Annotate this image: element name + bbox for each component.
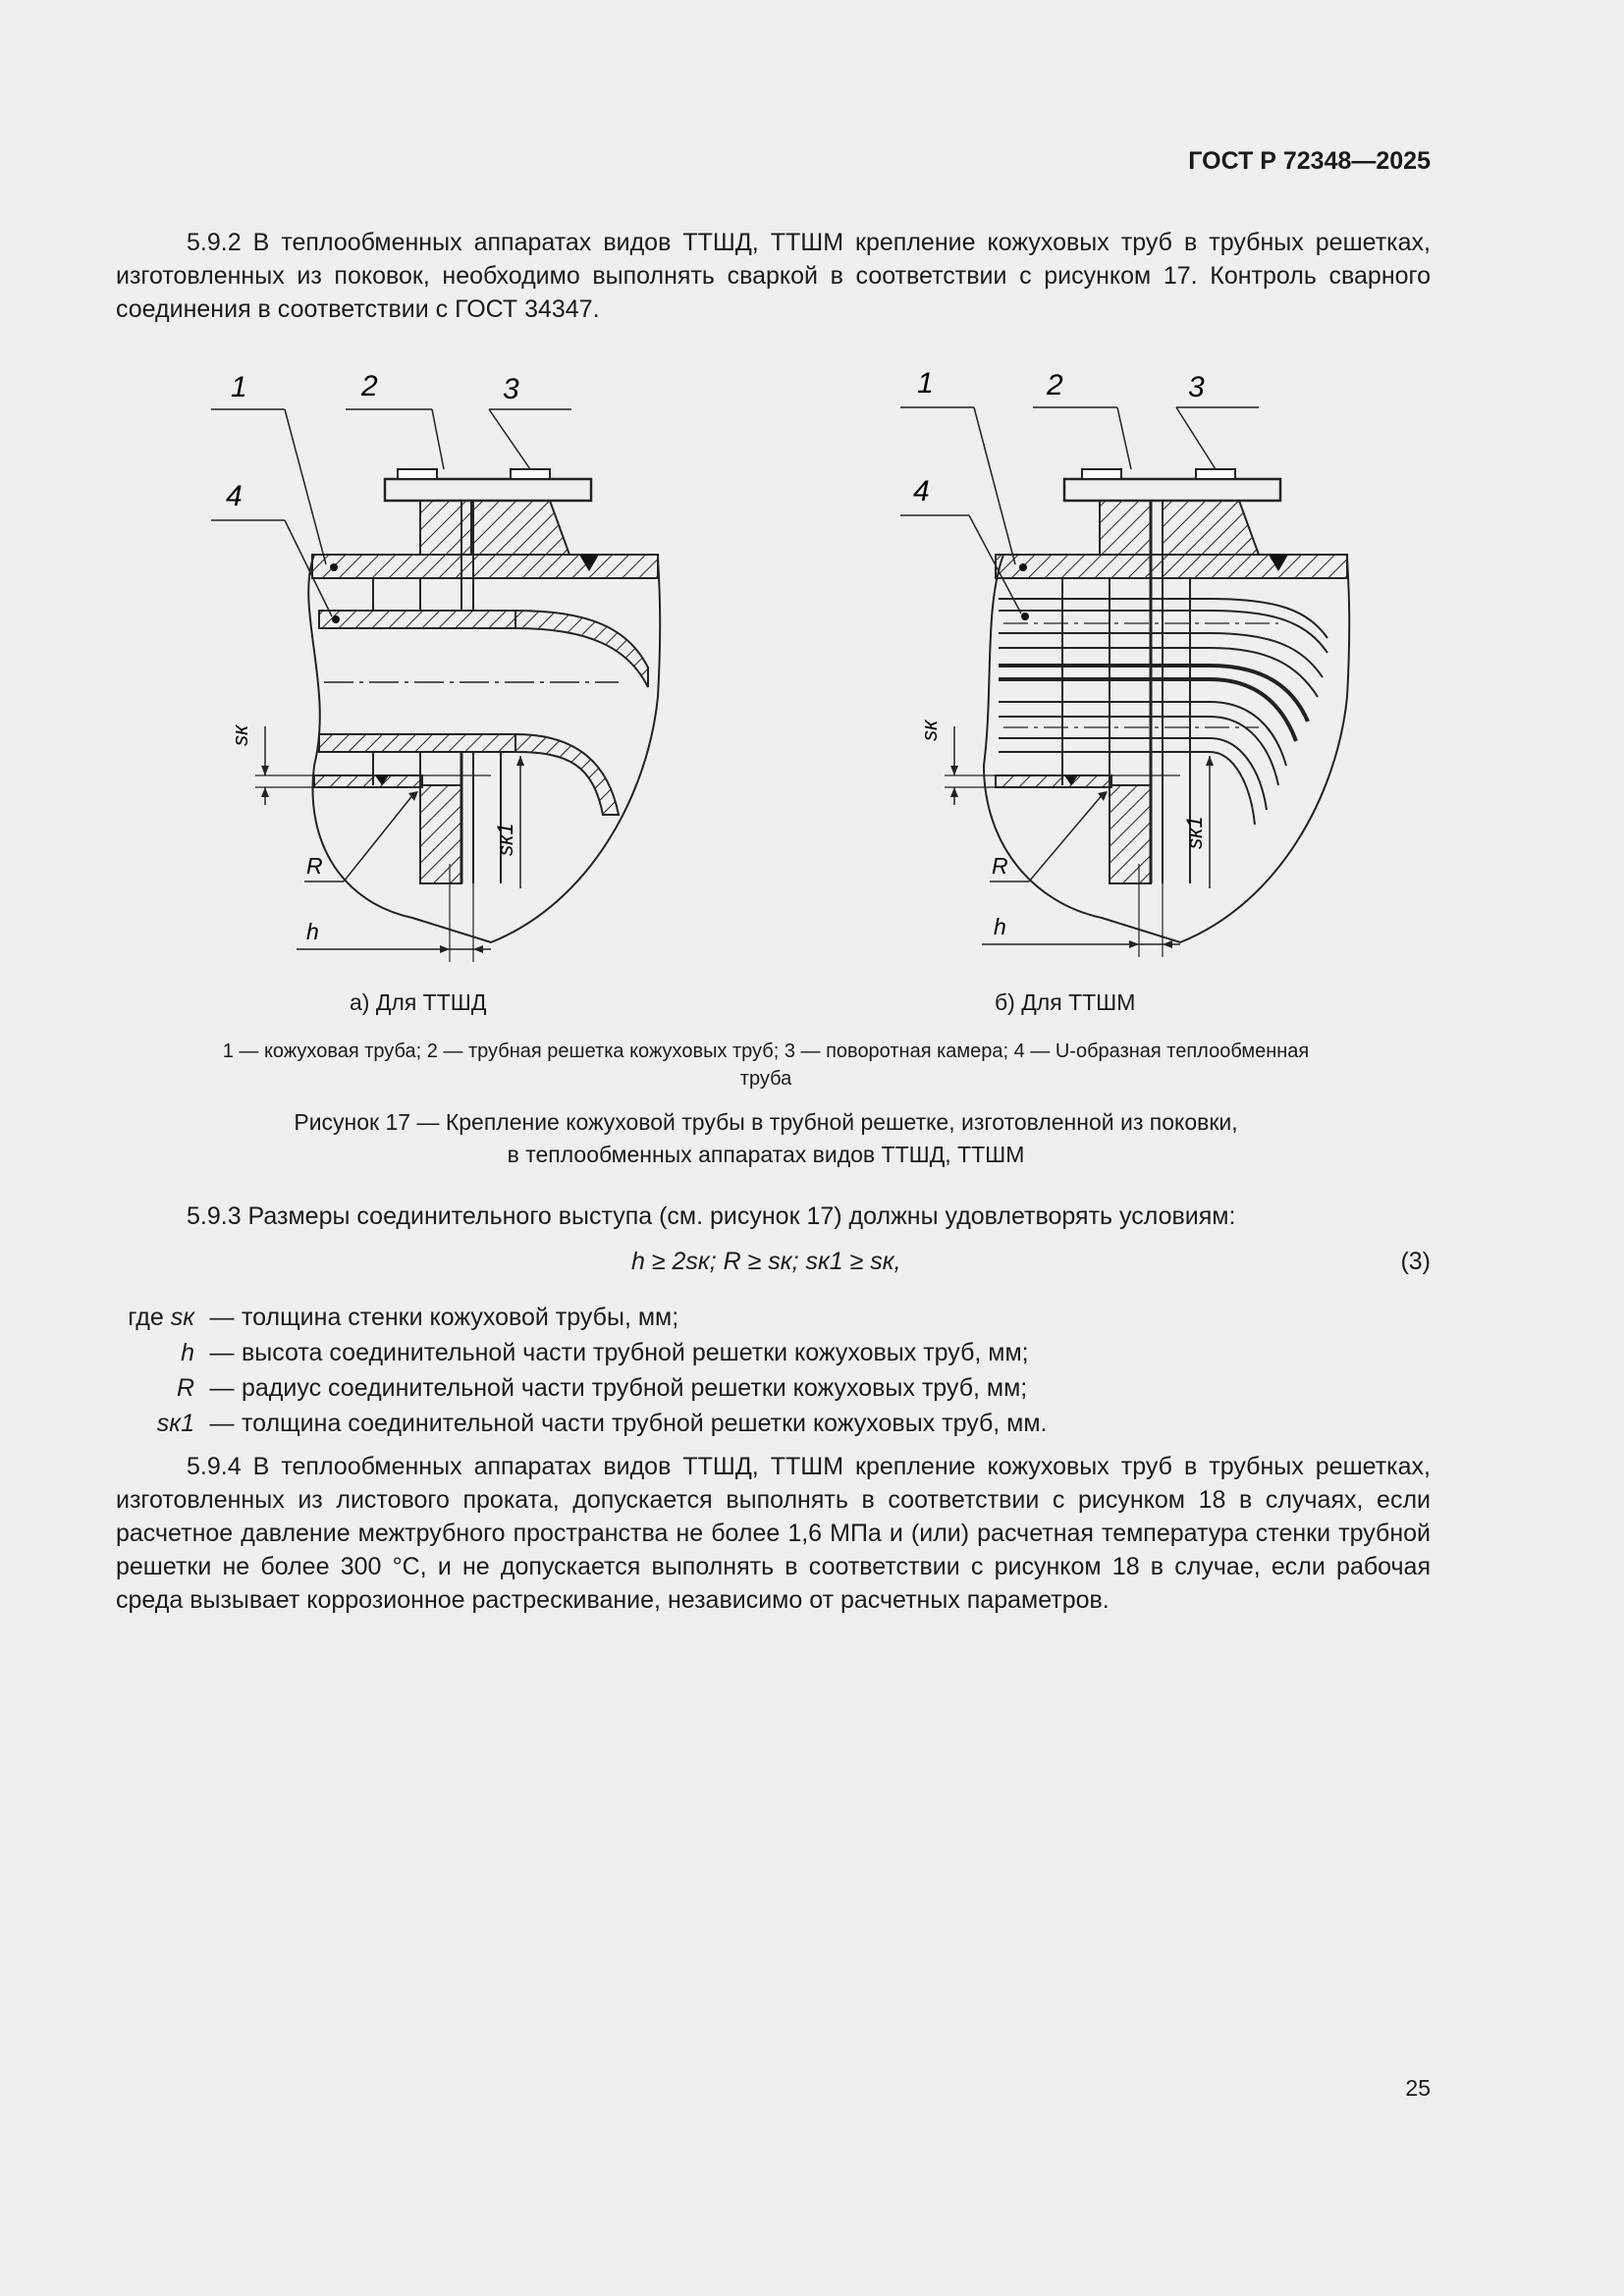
dash: — [209,1304,235,1331]
left-dim-sk1: sк1 [493,823,517,856]
left-dim-h: h [306,919,319,944]
symbol-sk1: sк1 [156,1410,194,1437]
symbol-r: R [176,1374,194,1402]
definition-symbol [116,1300,202,1335]
document-header: ГОСТ Р 72348—2025 [1188,147,1431,175]
paragraph-5-9-2-text: 5.9.2 В теплообменных аппаратах видов ТТШД, ТТШМ крепление кожуховых труб в трубных решетках, изготовленных из поковок, необходимо выполнять сваркой в соответствии с рисунком 17. Контроль сварного соединения в соответствии с ГОСТ 34347. [116,229,1431,323]
left-label-4: 4 [226,480,243,512]
right-label-2: 2 [1047,369,1063,401]
figure-caption-line1: Рисунок 17 — Крепление кожуховой трубы в трубной решетке, изготовленной из поковки, [294,1109,1238,1135]
definition-text: радиус соединительной части трубной решетки кожуховых труб, мм; [242,1374,1028,1402]
right-label-3: 3 [1188,371,1205,403]
symbol-sk: sк [170,1304,194,1331]
definition-symbol [116,1406,202,1441]
definition-symbol [116,1335,202,1370]
definition-row [116,1370,1392,1406]
definition-symbol [116,1370,202,1406]
definition-text: толщина соединительной части трубной решетки кожуховых труб, мм. [242,1410,1048,1437]
definition-row [116,1406,1392,1441]
paragraph-5-9-3-text: 5.9.3 Размеры соединительного выступа (см. рисунок 17) должны удовлетворять условиям: [187,1202,1236,1230]
definitions-list [116,1300,1392,1441]
left-label-2: 2 [361,370,378,402]
left-dim-sk: sк [228,724,252,746]
where-word: где [128,1304,164,1331]
formula-3: h ≥ 2sк; R ≥ sк; sк1 ≥ sк, [631,1248,901,1275]
paragraph-5-9-3 [116,1200,1431,1233]
subcaption-a: а) Для ТТШД [350,989,487,1015]
definition-row [116,1300,1392,1335]
dash: — [209,1374,235,1402]
symbol-h: h [181,1339,194,1366]
paragraph-5-9-4-text: 5.9.4 В теплообменных аппаратах видов ТТШД, ТТШМ крепление кожуховых труб в трубных решетках, изготовленных из листового проката, допускается выполнять в соответствии с рисунком 18 в случаях, если расчетное давление межтрубного пространства не более 1,6 МПа и (или) расчетная температура стенки трубной решетки не более 300 °С, и не допускается выполнять в соответствии с рисунком 18 в случае, если рабочая среда вызывает коррозионное растрескивание, независимо от расчетных параметров. [116,1453,1431,1614]
figure-caption [196,1106,1335,1171]
page-number: 25 [1405,2075,1431,2101]
right-dim-sk1: sк1 [1182,816,1207,849]
formula-number: (3) [1400,1248,1431,1275]
right-dim-r: R [992,853,1008,879]
subcaption-b: б) Для ТТШМ [995,989,1136,1015]
left-label-1: 1 [231,371,247,403]
figure-caption-line2: в теплообменных аппаратах видов ТТШД, ТТШМ [507,1142,1025,1167]
figure-17-drawing [196,353,1375,1021]
paragraph-5-9-2 [116,226,1431,326]
right-label-4: 4 [913,475,930,507]
right-dim-h: h [994,914,1006,939]
drawing-a-ttshd [211,370,660,962]
dash: — [209,1410,235,1437]
drawing-b-ttshm [900,367,1349,957]
left-label-3: 3 [503,373,519,405]
left-dim-r: R [306,853,323,879]
definition-row [116,1335,1392,1370]
right-dim-sk: sк [917,720,942,741]
definition-text: высота соединительной части трубной решетки кожуховых труб, мм; [242,1339,1029,1366]
paragraph-5-9-4 [116,1450,1431,1617]
right-label-1: 1 [917,367,934,400]
dash: — [209,1339,235,1366]
figure-legend: 1 — кожуховая труба; 2 — трубная решетка кожуховых труб; 3 — поворотная камера; 4 — U-образная теплообменная труба [222,1041,1310,1090]
definition-text: толщина стенки кожуховой трубы, мм; [242,1304,679,1331]
